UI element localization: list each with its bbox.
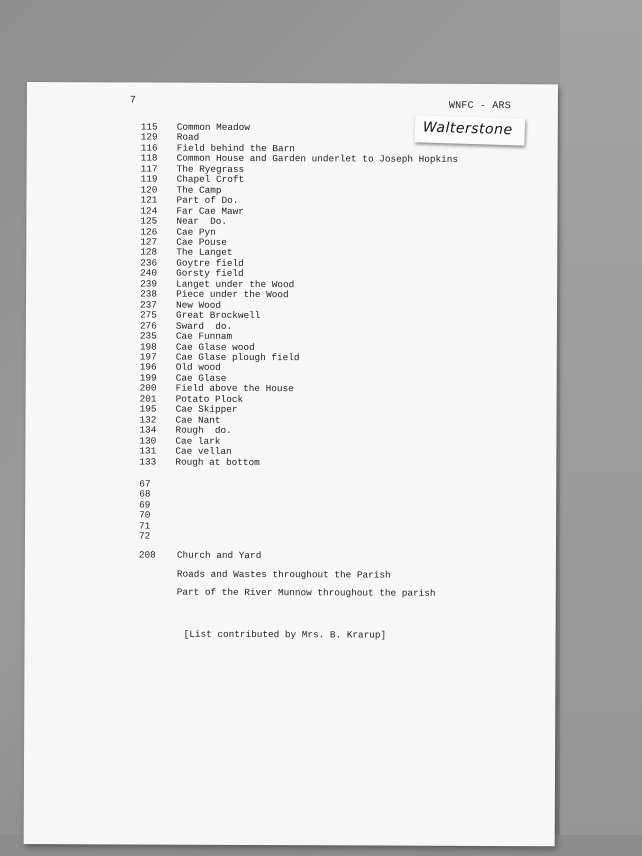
field-name: The Langet: [176, 247, 233, 259]
sticker-text: Walterstone: [422, 119, 513, 139]
field-number: 134: [139, 424, 157, 436]
roads-line: Roads and Wastes throughout the Parish: [176, 568, 391, 581]
field-name: Rough do.: [175, 424, 232, 437]
field-number: 69: [139, 499, 151, 511]
field-number: 121: [140, 194, 158, 206]
list-item: [139, 550, 261, 561]
field-name: Common House and Garden underlet to Joseph Hopkins: [176, 153, 458, 166]
field-name: Sward do.: [175, 320, 233, 332]
field-name: Cae Glase wood: [175, 341, 255, 353]
field-number: 208: [138, 549, 156, 561]
field-name: Cae vellan: [175, 445, 232, 457]
field-name: Cae lark: [175, 435, 221, 447]
field-number: 239: [140, 278, 158, 290]
field-number: 197: [139, 351, 157, 363]
field-name: Part of Do.: [176, 194, 239, 207]
field-name: Potato Plock: [175, 393, 244, 405]
field-number: 199: [139, 372, 157, 384]
field-name: Langet under the Wood: [176, 278, 295, 290]
field-name: Far Cae Mawr: [176, 205, 244, 217]
field-number: 237: [140, 299, 157, 311]
unnamed-number-list: [139, 479, 151, 542]
field-number: 238: [140, 288, 157, 300]
field-number: 115: [140, 121, 158, 133]
page-number: 7: [129, 95, 136, 107]
credit-line: [List contributed by Mrs. B. Krarup]: [183, 628, 387, 641]
field-number: 124: [140, 205, 158, 217]
field-number: 72: [138, 530, 151, 542]
field-number: 68: [139, 488, 151, 500]
field-number: 200: [139, 382, 157, 394]
field-name: Rough at bottom: [175, 456, 260, 468]
field-number: 195: [139, 403, 157, 415]
field-number: 133: [139, 455, 157, 468]
field-name: Cae Glase plough field: [175, 351, 300, 364]
field-number: 276: [139, 320, 157, 332]
field-number: 116: [140, 142, 158, 154]
field-name: Chapel Croft: [176, 173, 245, 186]
field-number: 196: [139, 361, 157, 373]
field-name: Near Do.: [176, 215, 228, 227]
field-number: 201: [139, 393, 157, 405]
field-number: 130: [139, 435, 157, 447]
field-number: 131: [139, 445, 157, 457]
field-name: Cae Funnam: [175, 330, 233, 342]
field-list: [139, 122, 458, 468]
field-number: 132: [139, 414, 157, 426]
field-number: 119: [140, 173, 158, 185]
field-name: Cae Glase: [175, 372, 227, 384]
board-background: [560, 0, 642, 856]
field-number: 128: [140, 246, 158, 259]
field-number: 275: [139, 309, 157, 321]
field-number: 126: [140, 226, 158, 238]
field-number: 198: [139, 341, 157, 353]
field-number: 127: [140, 236, 158, 248]
field-name: New Wood: [176, 299, 222, 311]
field-number: 71: [139, 520, 151, 532]
field-name: Old wood: [175, 362, 221, 374]
field-name: Goytre field: [176, 257, 244, 269]
field-number: 236: [140, 257, 158, 269]
field-number: 125: [140, 215, 158, 227]
field-name: Cae Pyn: [176, 226, 216, 238]
field-name: Great Brockwell: [175, 309, 261, 322]
field-number: 235: [139, 330, 157, 342]
list-item: [139, 457, 456, 469]
field-name: The Camp: [176, 184, 222, 196]
field-name: Field behind the Barn: [176, 142, 295, 155]
field-name: Common Meadow: [176, 121, 250, 133]
field-number: 120: [140, 184, 158, 196]
field-number: 240: [140, 267, 158, 279]
header-code: WNFC - ARS: [448, 100, 511, 113]
field-name: Cae Nant: [175, 414, 221, 426]
field-number: 129: [140, 131, 158, 144]
field-name: The Ryegrass: [176, 163, 245, 175]
field-name: Cae Skipper: [175, 403, 238, 416]
field-name: Piece under the Wood: [176, 288, 289, 301]
field-name: Church and Yard: [176, 549, 262, 562]
field-number: 118: [140, 152, 158, 164]
field-name: Field above the House: [175, 382, 294, 395]
field-number: 67: [139, 478, 151, 490]
church-entry: [139, 550, 261, 561]
field-number: 117: [140, 163, 158, 175]
field-name: Road: [176, 132, 200, 144]
field-name: Cae Pouse: [176, 236, 227, 248]
field-number: 70: [139, 509, 151, 521]
river-line: Part of the River Munnow throughout the parish: [176, 586, 436, 599]
document-page: [24, 82, 558, 846]
field-name: Gorsty field: [176, 267, 244, 280]
